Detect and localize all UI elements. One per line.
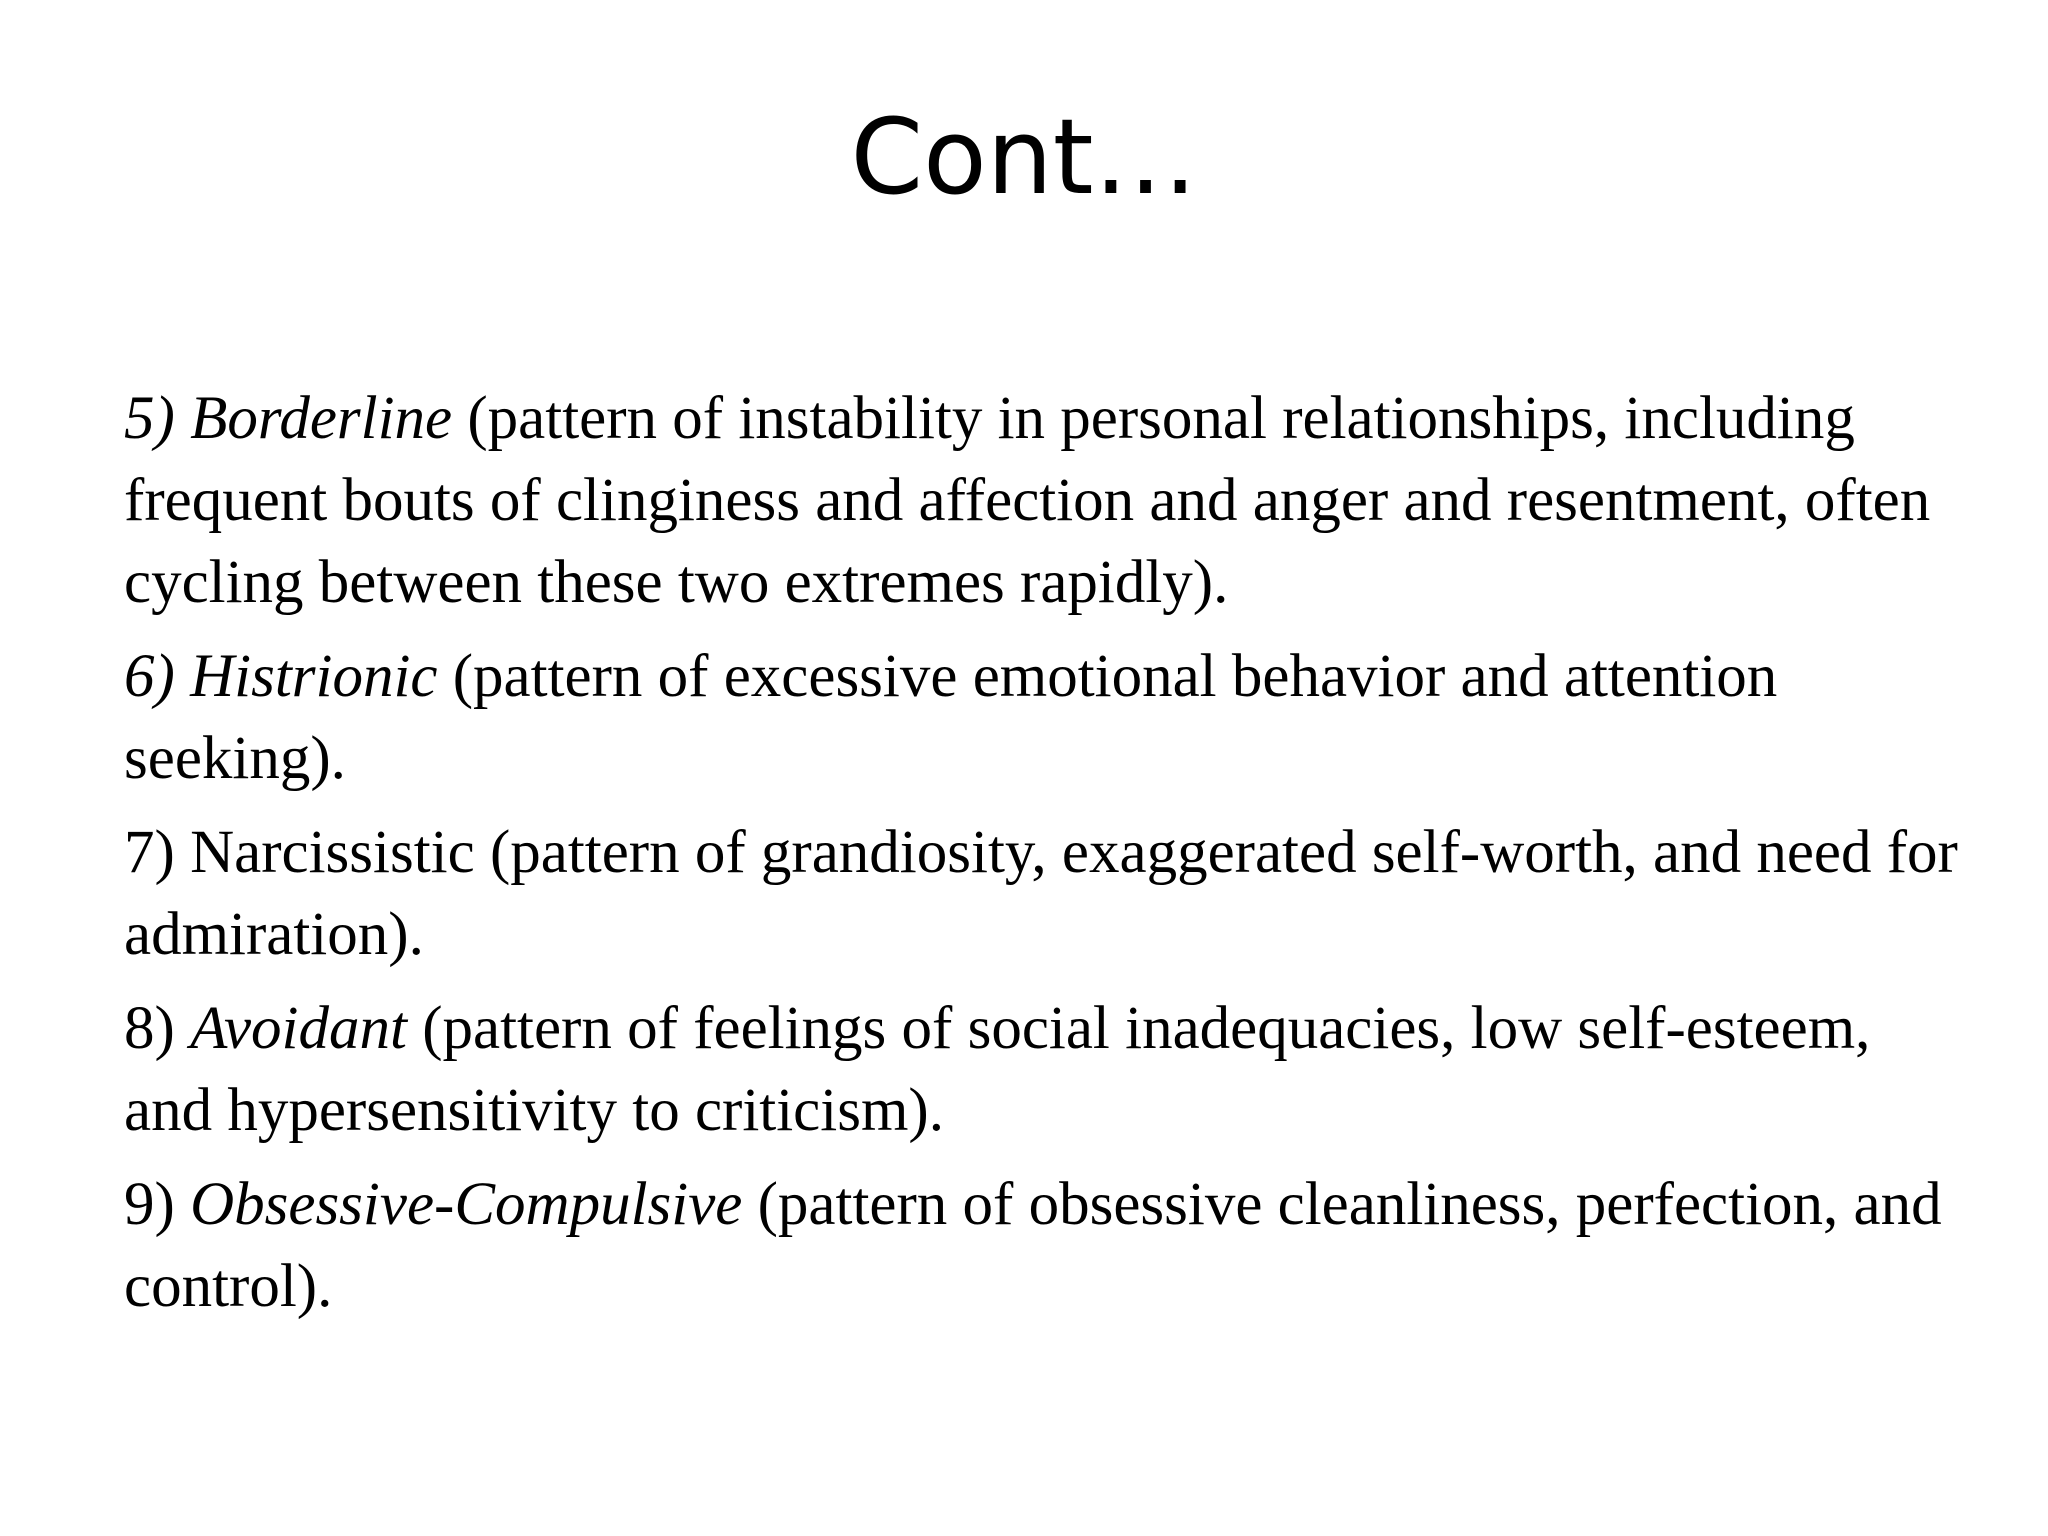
item-term: Histrionic — [190, 643, 438, 710]
list-item-borderline — [124, 378, 1964, 624]
item-number: 5) — [124, 385, 175, 452]
slide-body — [124, 378, 1964, 1340]
item-description: (pattern of feelings of social inadequacies, low self-esteem, and hypersensitivity to criticism). — [124, 995, 1871, 1144]
item-number: 6) — [124, 643, 175, 710]
list-item-narcissistic — [124, 812, 1964, 976]
item-description: (pattern of grandiosity, exaggerated self-worth, and need for admiration). — [124, 819, 1958, 968]
list-item-obsessive-compulsive — [124, 1164, 1964, 1328]
item-term: Borderline — [190, 385, 453, 452]
item-term: Narcissistic — [190, 819, 475, 886]
item-term: Obsessive-Compulsive — [190, 1171, 743, 1238]
item-number: 8) — [124, 995, 175, 1062]
slide-title: Cont… — [850, 96, 1198, 218]
item-number: 7) — [124, 819, 175, 886]
item-description: (pattern of instability in personal relationships, including frequent bouts of clinginess and affection and anger and resentment, often cycling between these two extremes rapidly). — [124, 385, 1931, 616]
item-description: (pattern of obsessive cleanliness, perfection, and control). — [124, 1171, 1942, 1320]
list-item-histrionic — [124, 636, 1964, 800]
list-item-avoidant — [124, 988, 1964, 1152]
item-term: Avoidant — [190, 995, 407, 1062]
item-number: 9) — [124, 1171, 175, 1238]
item-description: (pattern of excessive emotional behavior and attention seeking). — [124, 643, 1778, 792]
